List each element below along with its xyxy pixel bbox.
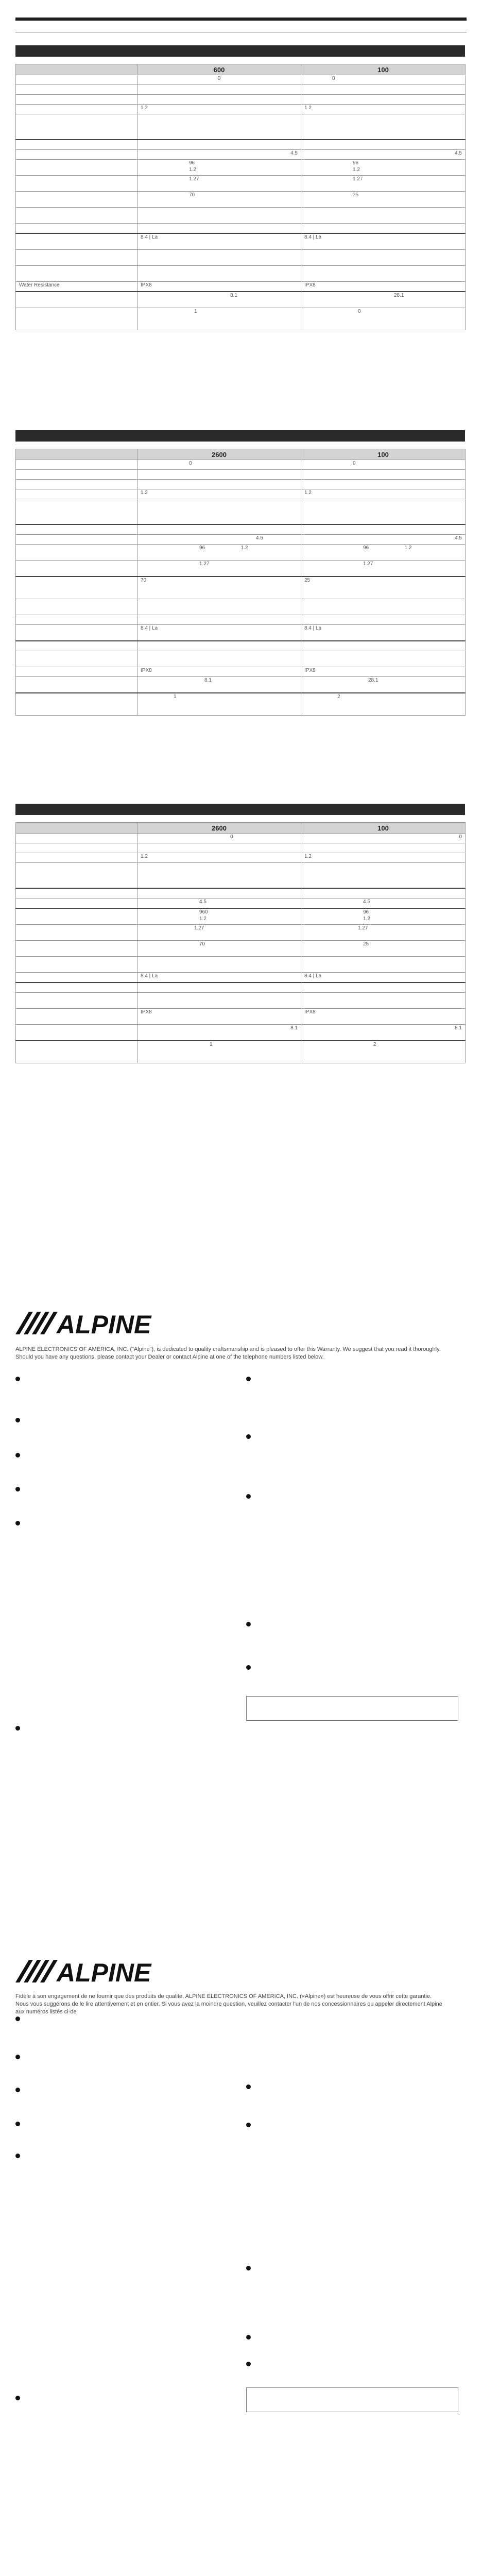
spec-value-cell: IPX8: [137, 667, 301, 677]
spec-value-cell: 1: [137, 308, 301, 330]
spec-value-cell: [301, 888, 466, 899]
spec-value-cell: 8.1: [137, 677, 301, 693]
spec-value-cell: [137, 957, 301, 973]
spec-label-cell: [16, 545, 137, 561]
table-row: [16, 95, 466, 105]
spec-value-cell: [137, 85, 301, 95]
spec-value-cell: [301, 140, 466, 150]
spec-value-cell: 8.1: [137, 1025, 301, 1041]
table-row: [16, 308, 466, 330]
spec-value-cell: [301, 641, 466, 651]
spec-value-cell: IPX8: [301, 667, 466, 677]
spec-label-cell: [16, 667, 137, 677]
spec-label-cell: [16, 208, 137, 224]
table-row: [16, 853, 466, 863]
bullet-dot: [15, 2088, 20, 2092]
spec-value-cell: [301, 524, 466, 535]
spec-label-cell: [16, 114, 137, 140]
table-row: [16, 499, 466, 525]
dealer-info-box-fr: [246, 2387, 458, 2412]
spec-label-cell: [16, 834, 137, 843]
spec-label-cell: [16, 150, 137, 160]
table-row: [16, 105, 466, 114]
spec-value-cell: 0: [301, 75, 466, 85]
spec-label-cell: [16, 561, 137, 577]
spec-value-cell: 1.2: [137, 853, 301, 863]
spec-label-cell: [16, 85, 137, 95]
bullet-dot: [246, 1622, 251, 1626]
spec-value-cell: 8.4 | La: [137, 625, 301, 641]
spec-value-cell: [301, 266, 466, 282]
bullet-dot: [15, 2122, 20, 2126]
table-row: [16, 982, 466, 993]
spec-label-cell: [16, 843, 137, 853]
table-row: [16, 176, 466, 192]
spec-label-cell: [16, 160, 137, 176]
bullet-dot: [15, 1487, 20, 1492]
bullet-dot: [246, 2084, 251, 2089]
spec-label-cell: [16, 941, 137, 957]
spec-value-cell: [137, 843, 301, 853]
spec-label-cell: [16, 75, 137, 85]
spec-value-cell: 1.2: [137, 105, 301, 114]
column-header: 100: [301, 823, 466, 834]
bullet-dot: [246, 1665, 251, 1670]
bullet-dot: [246, 2335, 251, 2340]
spec-label-cell: Water Resistance: [16, 282, 137, 292]
spec-value-cell: [301, 95, 466, 105]
spec-value-cell: 96 1.2: [301, 160, 466, 176]
table-row: [16, 545, 466, 561]
spec-table-2: [15, 449, 466, 716]
table-row: [16, 85, 466, 95]
spec-label-cell: [16, 489, 137, 499]
spec-value-cell: IPX8: [301, 1009, 466, 1025]
spec-label-cell: [16, 651, 137, 667]
spec-value-cell: [301, 470, 466, 480]
spec-value-cell: IPX8: [137, 282, 301, 292]
table-row: [16, 282, 466, 292]
section-header-bar: [15, 430, 465, 442]
table-header-row: [16, 449, 466, 460]
spec-value-cell: 4.5: [137, 150, 301, 160]
spec-value-cell: [301, 651, 466, 667]
spec-label-cell: [16, 176, 137, 192]
bullet-dot: [246, 1377, 251, 1381]
spec-value-cell: [301, 993, 466, 1009]
spec-value-cell: IPX8: [137, 1009, 301, 1025]
spec-label-cell: [16, 641, 137, 651]
spec-value-cell: [137, 250, 301, 266]
table-row: [16, 140, 466, 150]
logo-wordmark: ALPINE: [57, 1958, 151, 1986]
spec-value-cell: [301, 480, 466, 489]
spec-value-cell: [301, 114, 466, 140]
table-row: [16, 693, 466, 716]
column-header: 100: [301, 64, 466, 75]
dealer-info-box: [246, 1696, 458, 1721]
spec-label-cell: [16, 140, 137, 150]
column-header: 2600: [137, 449, 301, 460]
column-header: [16, 823, 137, 834]
warranty-intro-en: ALPINE ELECTRONICS OF AMERICA, INC. ("Alpine"), is dedicated to quality craftsmanship and is pleased to offer this Warranty. We suggest that you read it thoroughly. Should you have any questions, please contact your Dealer or contact Alpine at one of the telephone numbers listed below.: [15, 1346, 441, 1360]
spec-section-2: [15, 430, 465, 716]
table-row: [16, 577, 466, 599]
spec-label-cell: [16, 1025, 137, 1041]
table-row: [16, 899, 466, 909]
column-header: 600: [137, 64, 301, 75]
spec-value-cell: 25: [301, 941, 466, 957]
spec-value-cell: 1.27: [301, 561, 466, 577]
table-row: [16, 1025, 466, 1041]
spec-section-1: [15, 45, 465, 330]
spec-value-cell: [137, 208, 301, 224]
bullet-dot: [15, 2055, 20, 2059]
spec-value-cell: 8.1: [301, 1025, 466, 1041]
spec-value-cell: 1.2: [137, 489, 301, 499]
alpine-logo-mark: [15, 1309, 201, 1337]
spec-value-cell: 4.5: [137, 535, 301, 545]
column-header: [16, 64, 137, 75]
table-row: [16, 863, 466, 889]
spec-value-cell: 1: [137, 693, 301, 716]
table-row: [16, 888, 466, 899]
table-row: [16, 651, 466, 667]
spec-value-cell: 4.5: [137, 899, 301, 909]
table-row: [16, 208, 466, 224]
table-row: [16, 641, 466, 651]
section-header-bar: [15, 804, 465, 815]
spec-label-cell: [16, 192, 137, 208]
spec-value-cell: [301, 224, 466, 234]
spec-label-cell: [16, 308, 137, 330]
spec-value-cell: 1.27: [137, 561, 301, 577]
spec-value-cell: 0: [301, 834, 466, 843]
spec-value-cell: [137, 140, 301, 150]
alpine-logo-fr: [15, 1957, 201, 1988]
bullet-dot: [15, 2016, 20, 2021]
bullet-dot: [15, 2154, 20, 2158]
spec-label-cell: [16, 599, 137, 615]
table-row: [16, 667, 466, 677]
spec-label-cell: [16, 470, 137, 480]
alpine-logo-mark: [15, 1957, 201, 1986]
spec-value-cell: 1.27: [137, 176, 301, 192]
bullet-dot: [246, 2362, 251, 2366]
spec-label-cell: [16, 524, 137, 535]
table-row: [16, 150, 466, 160]
spec-value-cell: [301, 863, 466, 889]
table-row: [16, 224, 466, 234]
table-row: [16, 973, 466, 983]
spec-label-cell: [16, 1041, 137, 1063]
spec-table-3: [15, 822, 466, 1063]
spec-value-cell: [137, 470, 301, 480]
spec-label-cell: [16, 853, 137, 863]
table-row: [16, 233, 466, 250]
table-header-row: [16, 823, 466, 834]
spec-label-cell: [16, 577, 137, 599]
spec-value-cell: 1.2: [301, 105, 466, 114]
spec-value-cell: 8.4 | La: [137, 233, 301, 250]
spec-value-cell: [301, 843, 466, 853]
spec-value-cell: 2: [301, 1041, 466, 1063]
spec-label-cell: [16, 105, 137, 114]
spec-value-cell: [137, 651, 301, 667]
spec-value-cell: [137, 641, 301, 651]
spec-value-cell: 8.4 | La: [301, 625, 466, 641]
spec-value-cell: 1.2: [301, 489, 466, 499]
spec-value-cell: 2: [301, 693, 466, 716]
table-row: [16, 524, 466, 535]
spec-value-cell: [137, 95, 301, 105]
spec-value-cell: 0: [137, 75, 301, 85]
spec-label-cell: [16, 677, 137, 693]
spec-value-cell: 4.5: [301, 899, 466, 909]
spec-label-cell: [16, 266, 137, 282]
logo-wordmark: ALPINE: [57, 1310, 151, 1337]
spec-value-cell: 1.27: [301, 176, 466, 192]
spec-value-cell: 96 1.2: [301, 545, 466, 561]
spec-value-cell: [301, 615, 466, 625]
table-row: [16, 75, 466, 85]
spec-value-cell: [137, 224, 301, 234]
spec-value-cell: 0: [301, 460, 466, 470]
table-row: [16, 941, 466, 957]
spec-value-cell: 8.4 | La: [137, 973, 301, 983]
spec-section-3: [15, 804, 465, 1063]
spec-value-cell: [301, 208, 466, 224]
spec-value-cell: [301, 250, 466, 266]
spec-label-cell: [16, 233, 137, 250]
spec-value-cell: 4.5: [301, 535, 466, 545]
table-row: [16, 535, 466, 545]
table-row: [16, 192, 466, 208]
bullet-dot: [15, 1377, 20, 1381]
spec-value-cell: 0: [301, 308, 466, 330]
spec-value-cell: 96 1.2: [137, 160, 301, 176]
bullet-dot: [246, 2123, 251, 2127]
spec-value-cell: 8.1: [137, 292, 301, 308]
spec-label-cell: [16, 973, 137, 983]
spec-value-cell: 96 1.2: [137, 545, 301, 561]
spec-value-cell: 1: [137, 1041, 301, 1063]
spec-value-cell: 1.27: [301, 925, 466, 941]
spec-label-cell: [16, 224, 137, 234]
table-row: [16, 677, 466, 693]
spec-label-cell: [16, 863, 137, 889]
spec-value-cell: IPX8: [301, 282, 466, 292]
spec-value-cell: 1.27: [137, 925, 301, 941]
spec-value-cell: [137, 863, 301, 889]
table-row: [16, 957, 466, 973]
spec-label-cell: [16, 693, 137, 716]
spec-label-cell: [16, 982, 137, 993]
spec-label-cell: [16, 993, 137, 1009]
spec-label-cell: [16, 925, 137, 941]
spec-label-cell: [16, 625, 137, 641]
table-row: [16, 114, 466, 140]
spec-value-cell: [137, 993, 301, 1009]
bullet-dot: [15, 1726, 20, 1731]
table-row: [16, 480, 466, 489]
spec-value-cell: [301, 499, 466, 525]
spec-value-cell: [301, 957, 466, 973]
spec-value-cell: [301, 85, 466, 95]
bullet-dot: [15, 1521, 20, 1526]
section-header-bar: [15, 45, 465, 57]
spec-value-cell: 25: [301, 192, 466, 208]
table-row: [16, 925, 466, 941]
spec-label-cell: [16, 1009, 137, 1025]
spec-value-cell: 8.4 | La: [301, 973, 466, 983]
bullet-dot: [246, 1434, 251, 1439]
table-row: [16, 561, 466, 577]
spec-value-cell: 1.2: [301, 853, 466, 863]
spec-value-cell: [301, 599, 466, 615]
spec-label-cell: [16, 460, 137, 470]
table-row: [16, 625, 466, 641]
top-rule: [15, 18, 467, 21]
table-row: [16, 908, 466, 925]
table-row: [16, 250, 466, 266]
table-row: [16, 599, 466, 615]
spec-value-cell: [137, 599, 301, 615]
spec-value-cell: [137, 615, 301, 625]
warranty-intro-fr: Fidèle à son engagement de ne fournir que des produits de qualité, ALPINE ELECTRONICS OF AMERICA, INC. («Alpine») est heureuse de vous offrir cette garantie. Nous vous suggérons de le lire attentivement et en entier. Si vous avez la moindre question, veuillez contacter l'un de nos concessionnaires ou appeler directement Alpine aux numéros listés ci-de: [15, 1993, 442, 2015]
spec-label-cell: [16, 908, 137, 925]
table-row: [16, 615, 466, 625]
table-row: [16, 160, 466, 176]
spec-table-1: [15, 64, 466, 330]
table-row: [16, 266, 466, 282]
spec-label-cell: [16, 480, 137, 489]
spec-label-cell: [16, 499, 137, 525]
table-row: [16, 843, 466, 853]
spec-value-cell: 960 1.2: [137, 908, 301, 925]
spec-value-cell: 25: [301, 577, 466, 599]
spec-value-cell: [301, 982, 466, 993]
bullet-dot: [15, 1418, 20, 1422]
column-header: 100: [301, 449, 466, 460]
bullet-dot: [15, 1453, 20, 1458]
spec-value-cell: 0: [137, 834, 301, 843]
spec-label-cell: [16, 292, 137, 308]
spec-value-cell: 70: [137, 577, 301, 599]
spec-label-cell: [16, 615, 137, 625]
spec-value-cell: 70: [137, 192, 301, 208]
spec-value-cell: 96 1.2: [301, 908, 466, 925]
spec-value-cell: [137, 982, 301, 993]
table-row: [16, 489, 466, 499]
spec-label-cell: [16, 250, 137, 266]
bullet-dot: [15, 2396, 20, 2400]
alpine-logo: [15, 1309, 201, 1340]
table-header-row: [16, 64, 466, 75]
table-row: [16, 470, 466, 480]
bullet-dot: [246, 1494, 251, 1499]
table-row: [16, 834, 466, 843]
spec-value-cell: [137, 524, 301, 535]
spec-label-cell: [16, 957, 137, 973]
spec-value-cell: 0: [137, 460, 301, 470]
column-header: 2600: [137, 823, 301, 834]
spec-value-cell: 4.5: [301, 150, 466, 160]
spec-label-cell: [16, 95, 137, 105]
spec-value-cell: 28.1: [301, 677, 466, 693]
spec-value-cell: [137, 114, 301, 140]
bullet-dot: [246, 2266, 251, 2270]
spec-value-cell: 8.4 | La: [301, 233, 466, 250]
spec-value-cell: [137, 888, 301, 899]
table-row: [16, 1009, 466, 1025]
spec-value-cell: 70: [137, 941, 301, 957]
table-row: [16, 460, 466, 470]
spec-label-cell: [16, 535, 137, 545]
column-header: [16, 449, 137, 460]
spec-label-cell: [16, 899, 137, 909]
table-row: [16, 1041, 466, 1063]
spec-label-cell: [16, 888, 137, 899]
spec-value-cell: 28.1: [301, 292, 466, 308]
spec-value-cell: [137, 480, 301, 489]
spec-value-cell: [137, 499, 301, 525]
table-row: [16, 292, 466, 308]
spec-value-cell: [137, 266, 301, 282]
table-row: [16, 993, 466, 1009]
